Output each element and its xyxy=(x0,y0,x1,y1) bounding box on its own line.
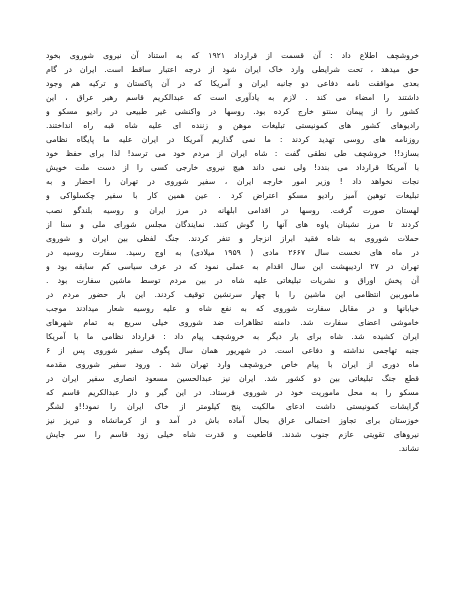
text-line: کشور را از پیمان سنتو خارج کرده بود. روسها در واکنشی غیر طبیعی در رادیو مسکو و xyxy=(46,107,419,117)
text-line: رادیوهای کشور های کمونیستی تبلیغات موهن و زننده ای علیه شاه قبه راه انداختند. xyxy=(46,121,419,131)
text-line: نشاند. xyxy=(398,444,419,454)
text-line: بسازد!! خروشچف طی نطقی گفت : شاه ایران از مردم خود می ترسد! لذا برای حفظ خود xyxy=(46,149,419,159)
text-line: ماه دوری از ایران با پیام خاص خروشچف وارد تهران شد . ورود سفیر شوروی مقدمه xyxy=(46,360,419,370)
text-line: داشتند را امضاء می کند . لازم به یادآوری است که عبدالکریم قاسم رهبر عراق ، این xyxy=(46,93,419,103)
text-line: خوزستان برای تجاوز احتمالی عراق بحال آماده باش در آمد و از کرمانشاه و تبریز نیز xyxy=(46,416,419,426)
text-line: قطع جنگ تبلیغاتی بین دو کشور شد. ایران نیز عبدالحسین مسعود انصاری سفیر ایران در xyxy=(46,374,419,384)
text-line: تبلیغات توهین آمیز رادیو مسکو اعتراض کرد . عین همین کار با سفیر چکسلواکی و xyxy=(46,191,419,201)
text-line: خروشچف اطلاع داد : آن قسمت از قرارداد ۱۹۲۱ که به استناد آن نیروی شوروی بخود xyxy=(46,51,419,60)
text-line: خیابانها و در مقابل سفارت شوروی که به نفع شاه و علیه روسیه شعار میدادند موجب xyxy=(46,303,419,313)
text-line: نجات نخواهد داد ! وزیر امور خارجه ایران ، سفیر شوروی در تهران را احضار و به xyxy=(46,177,419,187)
text-line: بعدی موافقت نامه دفاعی دو جانبه ایران و آمریکا که در آن پاکستان و ترکیه هم وجود xyxy=(46,79,419,89)
text-line: تهران در ۲۷ اردیبهشت این سال اقدام به عملی نمود که در عرف سیاسی کم سابقه بود و xyxy=(46,261,419,271)
text-line: آن پخش اوراق و نشریات تبلیغاتی علیه شاه در بین مردم توسط ماشین سفارت بود . xyxy=(46,275,419,285)
text-line: خاموشی اعضای سفارت شد. دامنه تظاهرات ضد شوروی خیلی سریع به تمام شهرهای xyxy=(46,317,419,327)
text-line: با آمریکا قرارداد می بندد! ولی نمی داند هیچ نیروی خارجی کسی را از دست ملت خویش xyxy=(46,163,419,173)
text-line: حملات شوروی به شاه فقید ابراز انزجار و تنفر کردند. جنگ لفظی بین ایران و شوروی xyxy=(46,233,419,243)
text-line: لهستان صورت گرفت. روسها در اقدامی ابلهانه در مرز ایران و روسیه بلندگو نصب xyxy=(46,205,419,215)
text-line: حق میدهد ، تحت شرایطی وارد خاک ایران شود از درجه اعتبار ساقط است. ایران در گام xyxy=(46,65,419,75)
text-line: مسکو را به محل ماموریت خود در شوروی فرستاد. در این گیر و دار عبدالکریم قاسم که xyxy=(46,388,419,398)
text-line: کردند تا مرز نشینان یاوه های آنها را گوش کنند. نمایندگان مجلس شورای ملی و سنا از xyxy=(46,219,419,229)
text-line: نیروهای تقویتی عازم جنوب شدند. قاطعیت و قدرت شاه خیلی زود قاسم را سر جایش xyxy=(46,430,419,440)
text-line: ماموربین انتظامی این ماشین را با چهار سرنشین توقیف کردند. این بار حضور مردم در xyxy=(46,289,419,299)
text-line: در ماه های نخست سال ۲۶۶۷ مادی ( ۱۹۵۹ میلادی) به اوج رسید. سفارت روسیه در xyxy=(46,247,419,257)
text-line: ایران کشیده شد. شاه برای بار دیگر به خروشچف پیام داد : قرارداد نظامی ما با آمریکا xyxy=(46,331,419,341)
body-text xyxy=(46,49,419,456)
text-line: روزنامه های روسی تهدید کردند : ما نمی گذاریم آمریکا در ایران علیه ما پایگاه نظامی xyxy=(46,135,419,145)
text-line: گرایشات کمونیستی داشت ادعای مالکیت پنج کیلومتر از خاک ایران را نمود!!و لشگر xyxy=(46,402,419,412)
text-line: جنبه تهاجمی نداشته و دفاعی است. در شهریور همان سال پگوف سفیر شوروی پس از ۶ xyxy=(46,345,419,355)
